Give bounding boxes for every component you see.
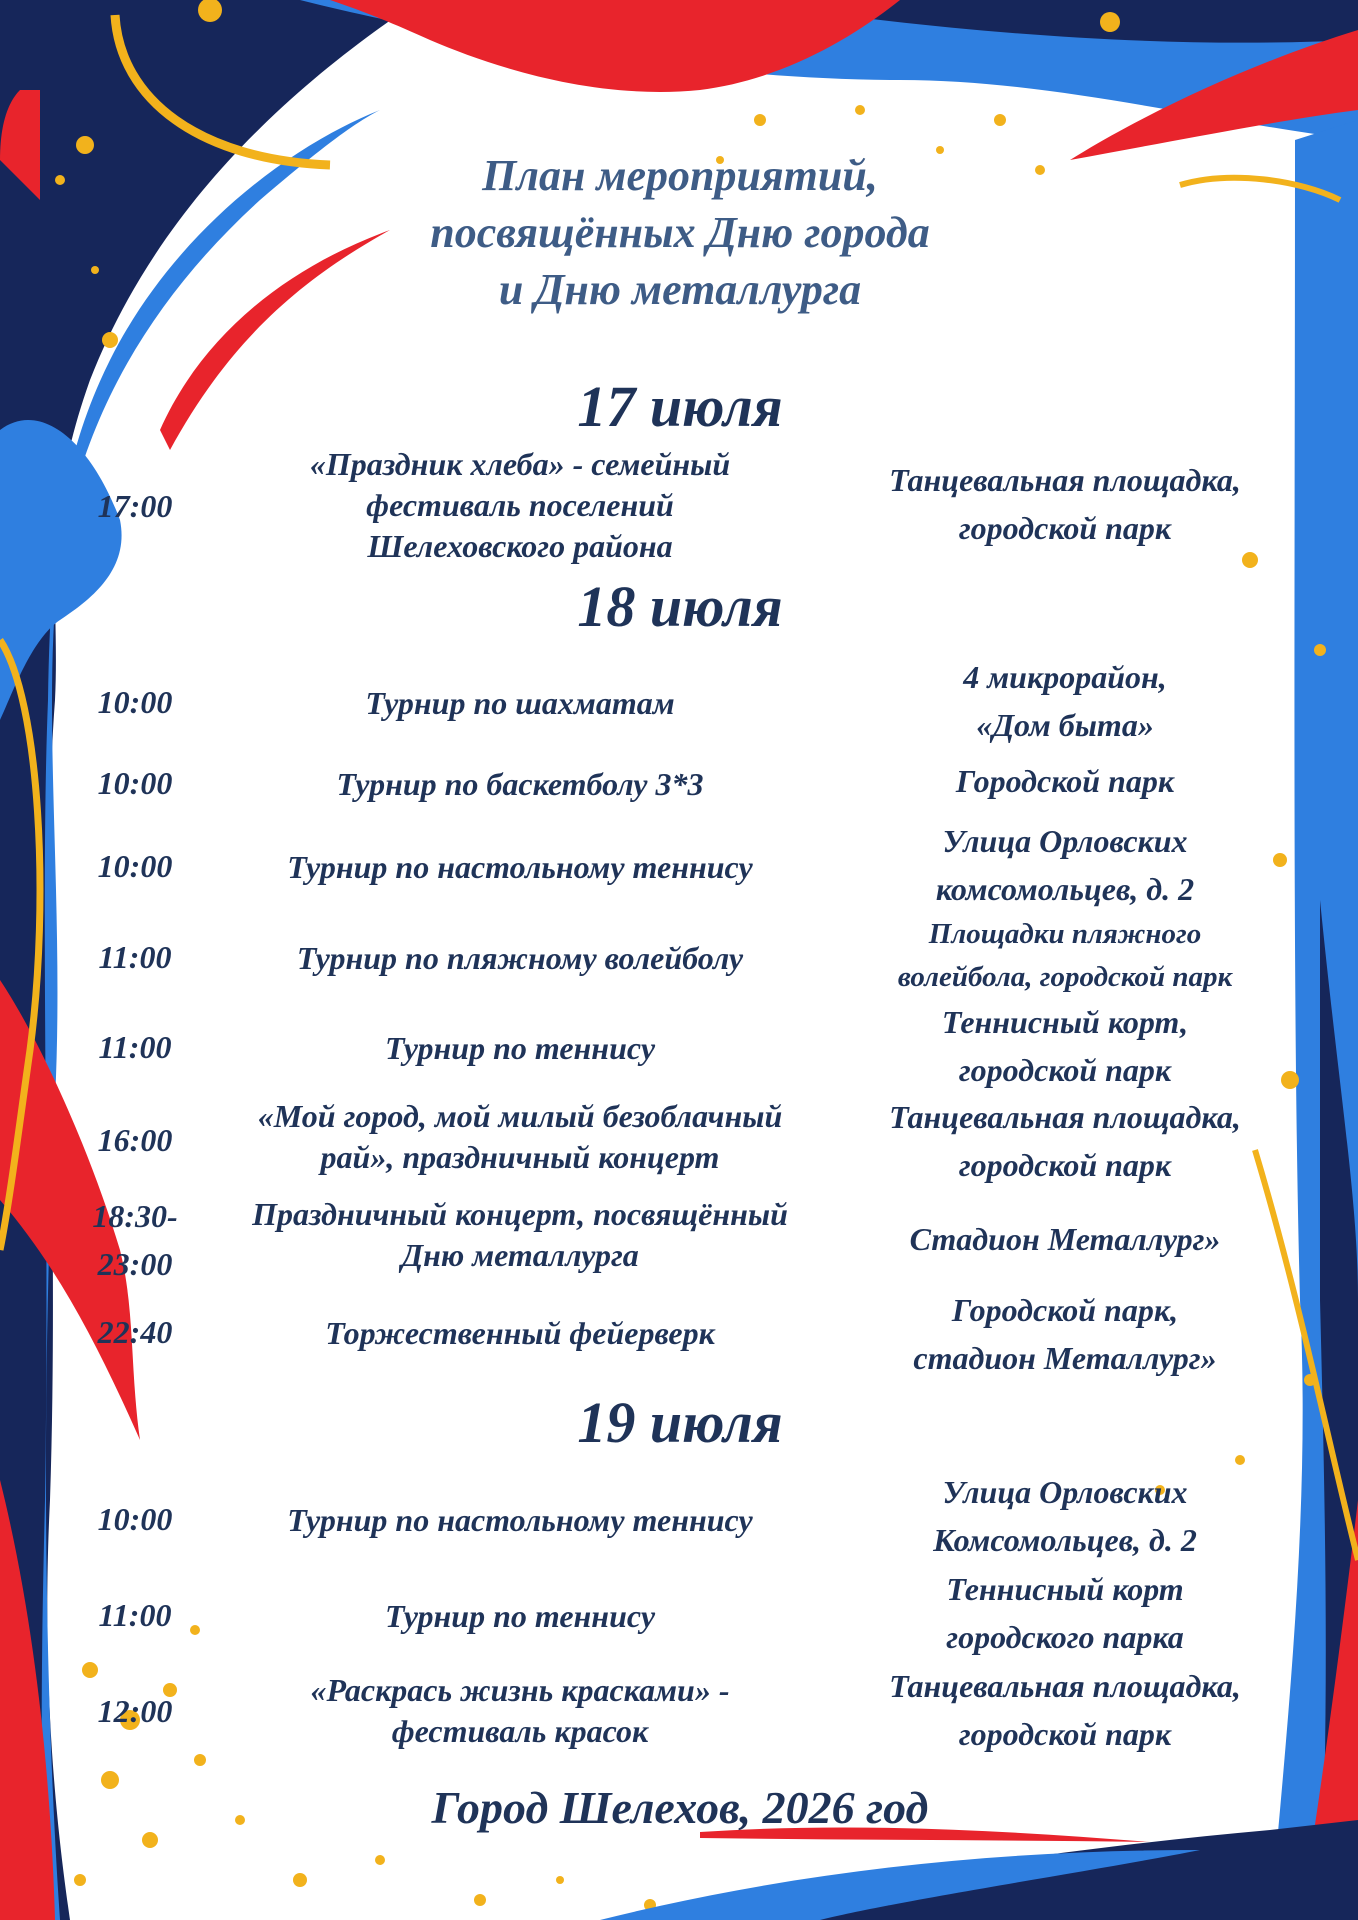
event-title: Турнир по шахматам	[365, 685, 675, 721]
event-place: Площадки пляжного волейбола, городской парк	[897, 918, 1233, 993]
event-time: 22:40	[97, 1314, 173, 1350]
day-heading-1: 17 июля	[577, 374, 783, 439]
event-place: Улица Орловских комсомольцев, д. 2	[935, 823, 1195, 907]
day-heading-3: 19 июля	[577, 1390, 783, 1455]
event-title: Турнир по настольному теннису	[287, 849, 753, 885]
event-title: «Праздник хлеба» - семейный фестиваль поселений Шелеховского района	[309, 446, 731, 564]
event-title: Турнир по теннису	[384, 1030, 656, 1066]
title-line-2: посвящённых Дню города	[430, 208, 930, 257]
event-title: Турнир по настольному теннису	[287, 1502, 753, 1538]
event-time: 11:00	[98, 1029, 172, 1065]
event-title: Турнир по баскетболу 3*3	[336, 766, 704, 802]
day-heading-2: 18 июля	[577, 574, 783, 639]
event-title: Праздничный концерт, посвящённый Дню металлурга	[252, 1196, 788, 1273]
event-place: Танцевальная площадка, городской парк	[889, 462, 1241, 546]
event-time: 18:30- 23:00	[92, 1198, 178, 1282]
event-title: Торжественный фейерверк	[325, 1315, 715, 1351]
title-line-1: План мероприятий,	[482, 151, 878, 200]
event-place: Улица Орловских Комсомольцев, д. 2	[933, 1474, 1197, 1558]
event-title: Турнир по теннису	[384, 1598, 656, 1634]
event-time: 12:00	[97, 1693, 173, 1729]
footer-text: Город Шелехов, 2026 год	[431, 1782, 929, 1833]
event-title: «Мой город, мой милый безоблачный рай», праздничный концерт	[257, 1098, 783, 1175]
event-time: 17:00	[97, 488, 173, 524]
event-place: Танцевальная площадка, городской парк	[889, 1099, 1241, 1183]
event-time: 10:00	[97, 765, 173, 801]
event-place: Теннисный корт городского парка	[946, 1571, 1184, 1655]
event-title: Турнир по пляжному волейболу	[296, 940, 744, 976]
event-time: 16:00	[97, 1122, 173, 1158]
event-place: Городской парк, стадион Металлург»	[913, 1292, 1217, 1376]
event-place: Стадион Металлург»	[909, 1221, 1221, 1257]
event-place: Городской парк	[955, 763, 1175, 799]
frame-top-red	[330, 0, 900, 92]
title-line-3: и Дню металлурга	[498, 265, 862, 314]
event-place: Теннисный корт, городской парк	[941, 1004, 1189, 1088]
event-place: Танцевальная площадка, городской парк	[889, 1668, 1241, 1752]
event-place: 4 микрорайон, «Дом быта»	[963, 659, 1167, 743]
event-time: 11:00	[98, 939, 172, 975]
event-title: «Раскрась жизнь красками» - фестиваль красок	[310, 1672, 730, 1749]
event-time: 11:00	[98, 1597, 172, 1633]
event-time: 10:00	[97, 684, 173, 720]
event-time: 10:00	[97, 1501, 173, 1537]
event-time: 10:00	[97, 848, 173, 884]
page-title	[280, 147, 1080, 318]
